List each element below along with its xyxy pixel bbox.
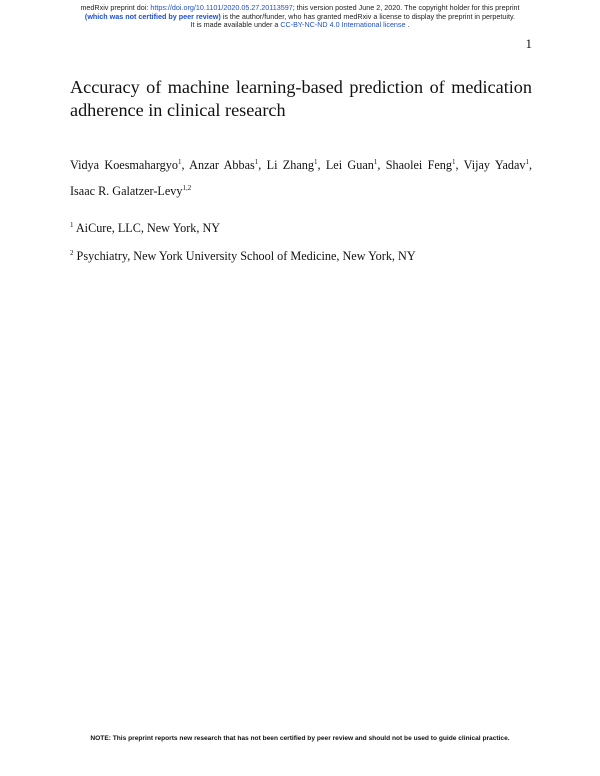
- author: [386, 158, 464, 172]
- peer-review-footer-note: NOTE: This preprint reports new research that has not been certified by peer review and should not be used to guide clinical practice.: [90, 735, 510, 742]
- author-name: Isaac R. Galatzer-Levy: [70, 184, 183, 198]
- author-separator: ,: [529, 158, 533, 172]
- author-affiliation-marker: 1,2: [182, 184, 192, 192]
- banner-license-text: is the author/funder, who has granted medRxiv a license to display the preprint in perpetuity.: [220, 11, 516, 21]
- author: [326, 158, 386, 172]
- banner-posted-text: ; this version posted June 2, 2020. The copyright holder for this preprint: [292, 3, 520, 12]
- paper-title: Accuracy of machine learning-based prediction of medication adherence in clinical research: [70, 77, 532, 120]
- preprint-banner: [0, 4, 600, 30]
- author: [267, 158, 326, 172]
- author-name: Shaolei Feng: [385, 158, 452, 172]
- author: [464, 158, 532, 172]
- author-name: Vijay Yadav: [463, 158, 526, 172]
- affiliation-text: AiCure, LLC, New York, NY: [75, 221, 221, 235]
- affiliation-number: 2: [70, 249, 74, 257]
- author-affiliation-marker: 1: [525, 158, 529, 166]
- author-affiliation-marker: 1: [177, 158, 182, 166]
- author-affiliation-marker: 1: [254, 158, 259, 166]
- author: [70, 184, 191, 198]
- author-separator: ,: [258, 158, 267, 172]
- author-separator: ,: [317, 158, 326, 172]
- doi-link[interactable]: https://doi.org/10.1101/2020.05.27.20113597: [150, 3, 293, 12]
- author-name: Vidya Koesmahargyo: [70, 158, 178, 172]
- author-separator: ,: [377, 158, 386, 172]
- author-separator: ,: [181, 158, 190, 172]
- author-affiliation-marker: 1: [313, 158, 318, 166]
- banner-line-3: [0, 21, 600, 30]
- author-name: Lei Guan: [325, 158, 374, 172]
- banner-doi-prefix: medRxiv preprint doi:: [80, 3, 151, 12]
- author-name: Li Zhang: [266, 158, 314, 172]
- affiliation-2: [70, 248, 416, 264]
- author: [70, 158, 189, 172]
- page-number: 1: [525, 36, 532, 51]
- banner-peer-review-note: (which was not certified by peer review): [84, 11, 221, 21]
- author-name: Anzar Abbas: [189, 158, 255, 172]
- banner-period: .: [405, 20, 410, 30]
- author-affiliation-marker: 1: [373, 158, 378, 166]
- affiliation-1: [70, 220, 220, 236]
- banner-available-text: It is made available under a: [190, 20, 281, 30]
- author-list: [70, 152, 532, 204]
- author-separator: ,: [455, 158, 464, 172]
- affiliation-text: Psychiatry, New York University School of Medicine, New York, NY: [76, 249, 416, 263]
- license-link[interactable]: CC-BY-NC-ND 4.0 International license: [280, 20, 406, 30]
- author: [189, 158, 266, 172]
- author-affiliation-marker: 1: [452, 158, 456, 166]
- affiliation-number: 1: [70, 221, 74, 229]
